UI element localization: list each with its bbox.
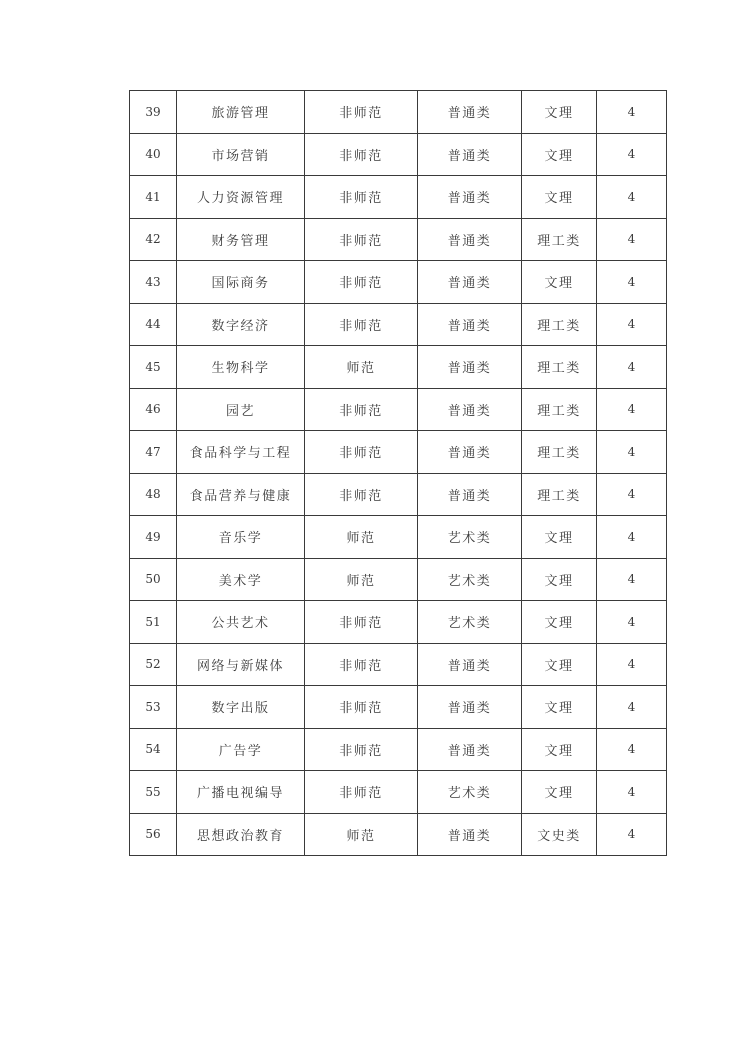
category-cell: 普通类	[418, 643, 522, 686]
row-number-cell: 39	[130, 91, 177, 134]
subject-cell: 理工类	[522, 218, 597, 261]
duration-cell: 4	[597, 601, 667, 644]
row-number-cell: 40	[130, 133, 177, 176]
program-type-cell: 非师范	[305, 686, 418, 729]
duration-cell: 4	[597, 218, 667, 261]
category-cell: 普通类	[418, 133, 522, 176]
row-number-cell: 53	[130, 686, 177, 729]
row-number-cell: 55	[130, 771, 177, 814]
program-type-cell: 非师范	[305, 91, 418, 134]
program-type-cell: 师范	[305, 346, 418, 389]
table-row	[130, 558, 667, 601]
program-type-cell: 非师范	[305, 303, 418, 346]
table-row	[130, 473, 667, 516]
category-cell: 普通类	[418, 388, 522, 431]
category-cell: 普通类	[418, 303, 522, 346]
duration-cell: 4	[597, 686, 667, 729]
major-name-cell: 人力资源管理	[177, 176, 305, 219]
category-cell: 普通类	[418, 176, 522, 219]
category-cell: 普通类	[418, 728, 522, 771]
row-number-cell: 52	[130, 643, 177, 686]
subject-cell: 理工类	[522, 431, 597, 474]
duration-cell: 4	[597, 388, 667, 431]
row-number-cell: 41	[130, 176, 177, 219]
subject-cell: 理工类	[522, 303, 597, 346]
major-name-cell: 旅游管理	[177, 91, 305, 134]
program-type-cell: 非师范	[305, 601, 418, 644]
row-number-cell: 44	[130, 303, 177, 346]
table-row	[130, 91, 667, 134]
program-type-cell: 非师范	[305, 388, 418, 431]
major-name-cell: 广告学	[177, 728, 305, 771]
duration-cell: 4	[597, 558, 667, 601]
duration-cell: 4	[597, 473, 667, 516]
duration-cell: 4	[597, 346, 667, 389]
major-name-cell: 音乐学	[177, 516, 305, 559]
category-cell: 普通类	[418, 813, 522, 856]
duration-cell: 4	[597, 303, 667, 346]
category-cell: 艺术类	[418, 558, 522, 601]
subject-cell: 文史类	[522, 813, 597, 856]
duration-cell: 4	[597, 261, 667, 304]
category-cell: 艺术类	[418, 601, 522, 644]
major-name-cell: 网络与新媒体	[177, 643, 305, 686]
program-type-cell: 非师范	[305, 218, 418, 261]
program-type-cell: 非师范	[305, 261, 418, 304]
program-type-cell: 非师范	[305, 728, 418, 771]
subject-cell: 文理	[522, 91, 597, 134]
subject-cell: 文理	[522, 686, 597, 729]
major-name-cell: 美术学	[177, 558, 305, 601]
table-row	[130, 431, 667, 474]
table-row	[130, 771, 667, 814]
majors-table	[129, 90, 667, 856]
subject-cell: 文理	[522, 133, 597, 176]
duration-cell: 4	[597, 516, 667, 559]
major-name-cell: 公共艺术	[177, 601, 305, 644]
category-cell: 普通类	[418, 473, 522, 516]
subject-cell: 文理	[522, 643, 597, 686]
program-type-cell: 师范	[305, 813, 418, 856]
subject-cell: 文理	[522, 601, 597, 644]
row-number-cell: 56	[130, 813, 177, 856]
table-row	[130, 643, 667, 686]
duration-cell: 4	[597, 91, 667, 134]
category-cell: 普通类	[418, 91, 522, 134]
table-row	[130, 218, 667, 261]
subject-cell: 文理	[522, 558, 597, 601]
subject-cell: 理工类	[522, 388, 597, 431]
subject-cell: 文理	[522, 176, 597, 219]
major-name-cell: 食品科学与工程	[177, 431, 305, 474]
program-type-cell: 非师范	[305, 176, 418, 219]
table-row	[130, 261, 667, 304]
subject-cell: 文理	[522, 516, 597, 559]
table-row	[130, 686, 667, 729]
table-row	[130, 601, 667, 644]
major-name-cell: 食品营养与健康	[177, 473, 305, 516]
table-row	[130, 176, 667, 219]
program-type-cell: 非师范	[305, 473, 418, 516]
duration-cell: 4	[597, 176, 667, 219]
category-cell: 普通类	[418, 686, 522, 729]
duration-cell: 4	[597, 771, 667, 814]
major-name-cell: 生物科学	[177, 346, 305, 389]
category-cell: 艺术类	[418, 516, 522, 559]
table-row	[130, 728, 667, 771]
subject-cell: 文理	[522, 771, 597, 814]
subject-cell: 文理	[522, 728, 597, 771]
table-row	[130, 133, 667, 176]
subject-cell: 理工类	[522, 346, 597, 389]
duration-cell: 4	[597, 813, 667, 856]
row-number-cell: 48	[130, 473, 177, 516]
major-name-cell: 市场营销	[177, 133, 305, 176]
category-cell: 普通类	[418, 431, 522, 474]
table-row	[130, 813, 667, 856]
category-cell: 普通类	[418, 261, 522, 304]
row-number-cell: 46	[130, 388, 177, 431]
row-number-cell: 42	[130, 218, 177, 261]
major-name-cell: 国际商务	[177, 261, 305, 304]
category-cell: 普通类	[418, 346, 522, 389]
program-type-cell: 非师范	[305, 643, 418, 686]
program-type-cell: 非师范	[305, 133, 418, 176]
table-row	[130, 516, 667, 559]
row-number-cell: 51	[130, 601, 177, 644]
category-cell: 艺术类	[418, 771, 522, 814]
subject-cell: 理工类	[522, 473, 597, 516]
major-name-cell: 思想政治教育	[177, 813, 305, 856]
major-name-cell: 数字经济	[177, 303, 305, 346]
major-name-cell: 广播电视编导	[177, 771, 305, 814]
table-row	[130, 303, 667, 346]
program-type-cell: 非师范	[305, 431, 418, 474]
table-row	[130, 388, 667, 431]
row-number-cell: 45	[130, 346, 177, 389]
subject-cell: 文理	[522, 261, 597, 304]
row-number-cell: 54	[130, 728, 177, 771]
duration-cell: 4	[597, 431, 667, 474]
duration-cell: 4	[597, 643, 667, 686]
program-type-cell: 非师范	[305, 771, 418, 814]
major-name-cell: 园艺	[177, 388, 305, 431]
major-name-cell: 财务管理	[177, 218, 305, 261]
row-number-cell: 47	[130, 431, 177, 474]
program-type-cell: 师范	[305, 558, 418, 601]
table-row	[130, 346, 667, 389]
category-cell: 普通类	[418, 218, 522, 261]
row-number-cell: 49	[130, 516, 177, 559]
major-name-cell: 数字出版	[177, 686, 305, 729]
row-number-cell: 50	[130, 558, 177, 601]
program-type-cell: 师范	[305, 516, 418, 559]
duration-cell: 4	[597, 133, 667, 176]
row-number-cell: 43	[130, 261, 177, 304]
duration-cell: 4	[597, 728, 667, 771]
majors-table-body	[130, 91, 667, 856]
